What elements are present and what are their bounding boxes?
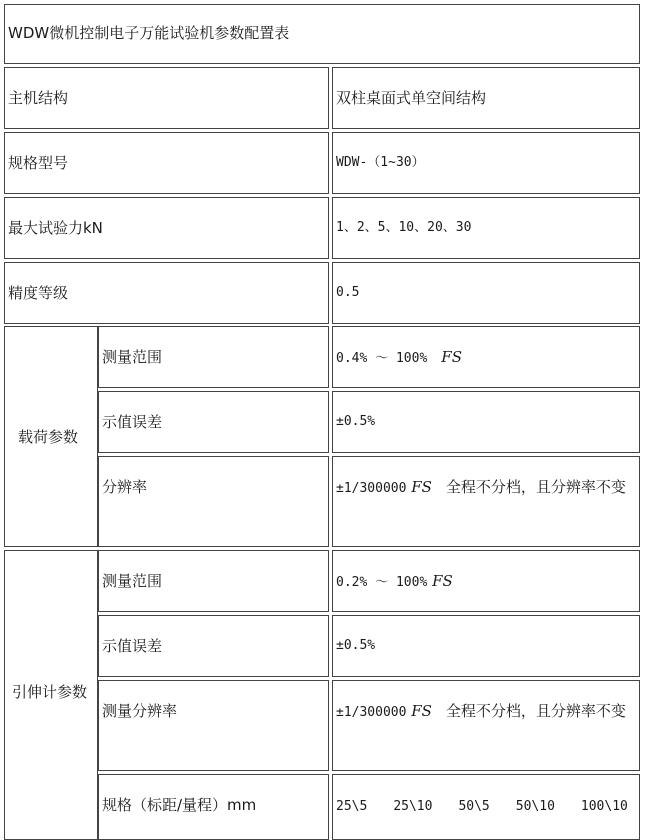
- model-label: 规格型号: [8, 154, 69, 172]
- ext-resolution-prefix: ±1/300000: [336, 705, 407, 720]
- spec-value: 100\10: [580, 799, 628, 814]
- extensometer-group-label: 引伸计参数: [12, 683, 88, 701]
- spec-value: 50\10: [515, 799, 555, 814]
- sub-label-cell: [98, 680, 329, 771]
- load-resolution-suffix: 全程不分档，且分辨率不变: [445, 478, 626, 496]
- ext-range-value-line: [336, 570, 453, 594]
- sub-label-cell: [98, 456, 329, 547]
- load-range-label: 测量范围: [102, 348, 163, 366]
- fs-symbol: FS: [411, 702, 432, 720]
- load-range-value: 0.4% ～ 100%: [336, 351, 428, 366]
- ext-resolution-label: 测量分辨率: [102, 702, 178, 720]
- max-force-label: 最大试验力kN: [8, 219, 103, 237]
- host-structure-label: 主机结构: [8, 89, 69, 107]
- spec-value: 25\5: [336, 799, 368, 814]
- ext-error-value: ±0.5%: [336, 638, 376, 653]
- ext-range-value: 0.2% ～ 100%: [336, 575, 428, 590]
- host-structure-value: 双柱桌面式单空间结构: [336, 89, 487, 107]
- ext-error-label: 示值误差: [102, 637, 163, 655]
- load-resolution-prefix: ±1/300000: [336, 481, 407, 496]
- max-force-value: 1、2、5、10、20、30: [336, 220, 472, 235]
- ext-spec-label: 规格（标距/量程）mm: [102, 796, 257, 814]
- fs-symbol: FS: [441, 348, 462, 366]
- value-cell: [332, 615, 640, 677]
- spec-value: 25\10: [393, 799, 433, 814]
- load-range-value-line: [336, 346, 462, 370]
- fs-symbol: FS: [432, 572, 453, 590]
- spec-value: 50\5: [458, 799, 490, 814]
- value-cell: [332, 262, 640, 324]
- ext-resolution-value: [336, 697, 634, 727]
- accuracy-value: 0.5: [336, 285, 360, 300]
- value-cell: [332, 391, 640, 453]
- accuracy-label: 精度等级: [8, 284, 69, 302]
- ext-resolution-suffix: 全程不分档，且分辨率不变: [445, 702, 626, 720]
- table-title: WDW微机控制电子万能试验机参数配置表: [8, 24, 290, 42]
- load-group-label: 载荷参数: [18, 428, 79, 446]
- load-error-label: 示值误差: [102, 413, 163, 431]
- fs-symbol: FS: [411, 478, 432, 496]
- load-resolution-value: [336, 473, 634, 503]
- ext-spec-values: [336, 796, 628, 818]
- model-value: WDW-（1~30）: [336, 155, 425, 170]
- load-resolution-label: 分辨率: [102, 478, 148, 496]
- ext-range-label: 测量范围: [102, 572, 163, 590]
- load-error-value: ±0.5%: [336, 414, 376, 429]
